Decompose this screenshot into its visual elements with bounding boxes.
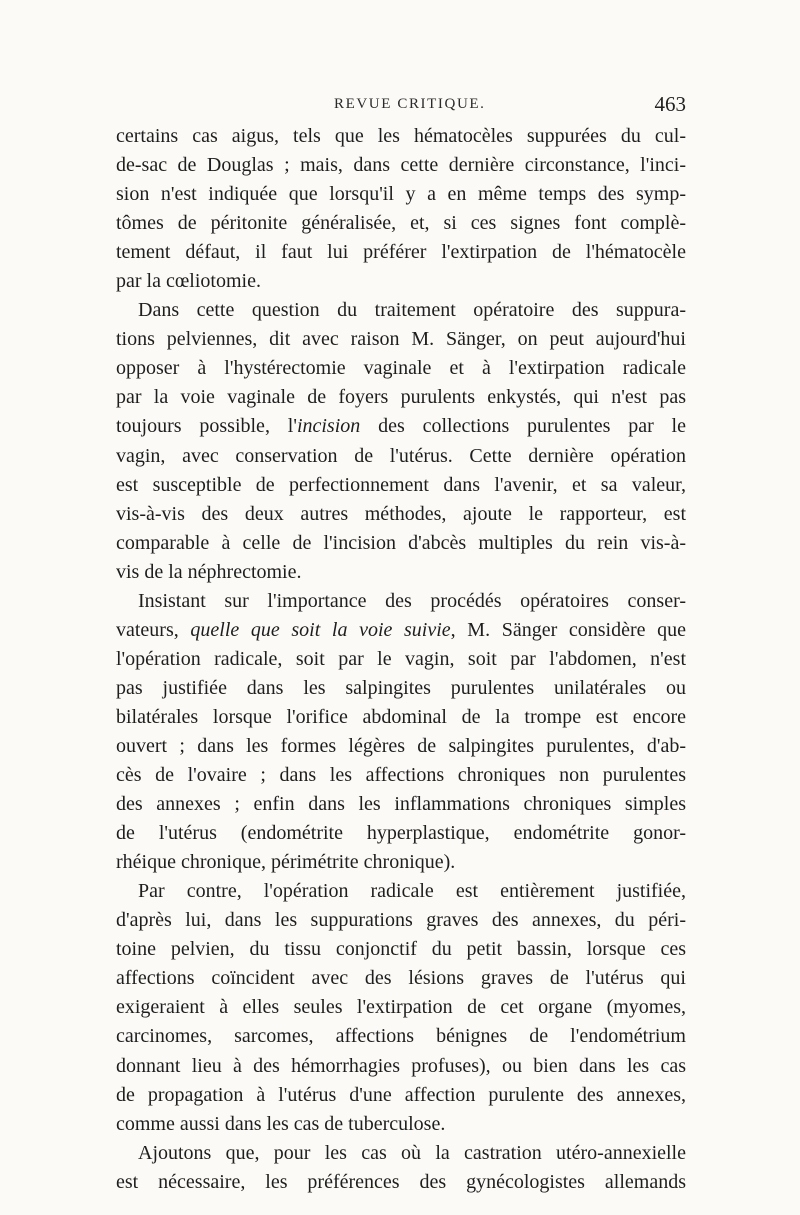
- text-line: Dans cette question du traitement opératoire des suppura-: [138, 299, 686, 322]
- running-head: [116, 92, 686, 120]
- paragraph-2: [116, 296, 686, 586]
- text-segment: , M. Sänger considère que: [450, 618, 686, 641]
- text-line: comme aussi dans les cas de tuberculose.: [116, 1112, 446, 1135]
- text-line-mixed: [116, 412, 686, 441]
- text-line: Par contre, l'opération radicale est entièrement justifiée,: [138, 880, 686, 903]
- text-line: sion n'est indiquée que lorsqu'il y a en même temps des symp-: [116, 183, 686, 206]
- text-line: opposer à l'hystérectomie vaginale et à l'extirpation radicale: [116, 357, 686, 380]
- text-line: rhéique chronique, périmétrite chronique).: [116, 851, 456, 874]
- text-line: vis-à-vis des deux autres méthodes, ajoute le rapporteur, est: [116, 502, 686, 525]
- text-line-mixed: [116, 616, 686, 645]
- text-line: toine pelvien, du tissu conjonctif du petit bassin, lorsque ces: [116, 938, 686, 961]
- body-text: [116, 122, 686, 1197]
- text-line: des annexes ; enfin dans les inflammations chroniques simples: [116, 793, 686, 816]
- text-line: bilatérales lorsque l'orifice abdominal de la trompe est encore: [116, 705, 686, 728]
- text-line: est susceptible de perfectionnement dans l'avenir, et sa valeur,: [116, 473, 686, 496]
- paragraph-5: [116, 1139, 686, 1197]
- paragraph-1: [116, 122, 686, 296]
- text-segment: toujours possible, l': [116, 415, 297, 438]
- italic-word: incision: [296, 415, 361, 438]
- text-line: certains cas aigus, tels que les hématocèles suppurées du cul-: [116, 125, 686, 147]
- text-line: de-sac de Douglas ; mais, dans cette dernière circonstance, l'inci-: [116, 154, 686, 177]
- text-line: de propagation à l'utérus d'une affection purulente des annexes,: [116, 1083, 686, 1106]
- text-line: vis de la néphrectomie.: [116, 560, 302, 583]
- page-number: 463: [654, 92, 686, 116]
- paragraph-4: [116, 877, 686, 1138]
- text-line: tement défaut, il faut lui préférer l'extirpation de l'hématocèle: [116, 241, 686, 264]
- text-line: comparable à celle de l'incision d'abcès multiples du rein vis-à-: [116, 531, 686, 554]
- running-title: REVUE CRITIQUE.: [334, 96, 486, 112]
- text-line: par la voie vaginale de foyers purulents enkystés, qui n'est pas: [116, 386, 686, 409]
- text-line: d'après lui, dans les suppurations graves des annexes, du péri-: [116, 909, 686, 932]
- italic-phrase: quelle que soit la voie suivie: [190, 618, 451, 641]
- text-line: exigeraient à elles seules l'extirpation de cet organe (myomes,: [116, 996, 686, 1019]
- text-segment: vateurs,: [116, 618, 191, 641]
- text-line: par la cœliotomie.: [116, 270, 261, 293]
- text-line: l'opération radicale, soit par le vagin, soit par l'abdomen, n'est: [116, 647, 686, 670]
- text-line: affections coïncident avec des lésions graves de l'utérus qui: [116, 967, 686, 990]
- text-line: est nécessaire, les préférences des gynécologistes allemands: [116, 1170, 686, 1193]
- text-line: vagin, avec conservation de l'utérus. Cette dernière opération: [116, 444, 686, 467]
- text-line: pas justifiée dans les salpingites purulentes unilatérales ou: [116, 676, 686, 699]
- text-line: tômes de péritonite généralisée, et, si ces signes font complè-: [116, 212, 686, 235]
- paragraph-3: [116, 587, 686, 877]
- text-line: tions pelviennes, dit avec raison M. Sänger, on peut aujourd'hui: [116, 328, 686, 351]
- text-line: Insistant sur l'importance des procédés opératoires conser-: [138, 589, 686, 612]
- text-line: ouvert ; dans les formes légères de salpingites purulentes, d'ab-: [116, 734, 686, 757]
- text-line: cès de l'ovaire ; dans les affections chroniques non purulentes: [116, 764, 686, 787]
- text-segment: des collections purulentes par le: [360, 415, 686, 438]
- text-line: Ajoutons que, pour les cas où la castration utéro-annexielle: [138, 1141, 686, 1164]
- text-line: donnant lieu à des hémorrhagies profuses), ou bien dans les cas: [116, 1054, 686, 1077]
- text-line: de l'utérus (endométrite hyperplastique, endométrite gonor-: [116, 822, 686, 845]
- text-line: carcinomes, sarcomes, affections bénignes de l'endométrium: [116, 1025, 686, 1048]
